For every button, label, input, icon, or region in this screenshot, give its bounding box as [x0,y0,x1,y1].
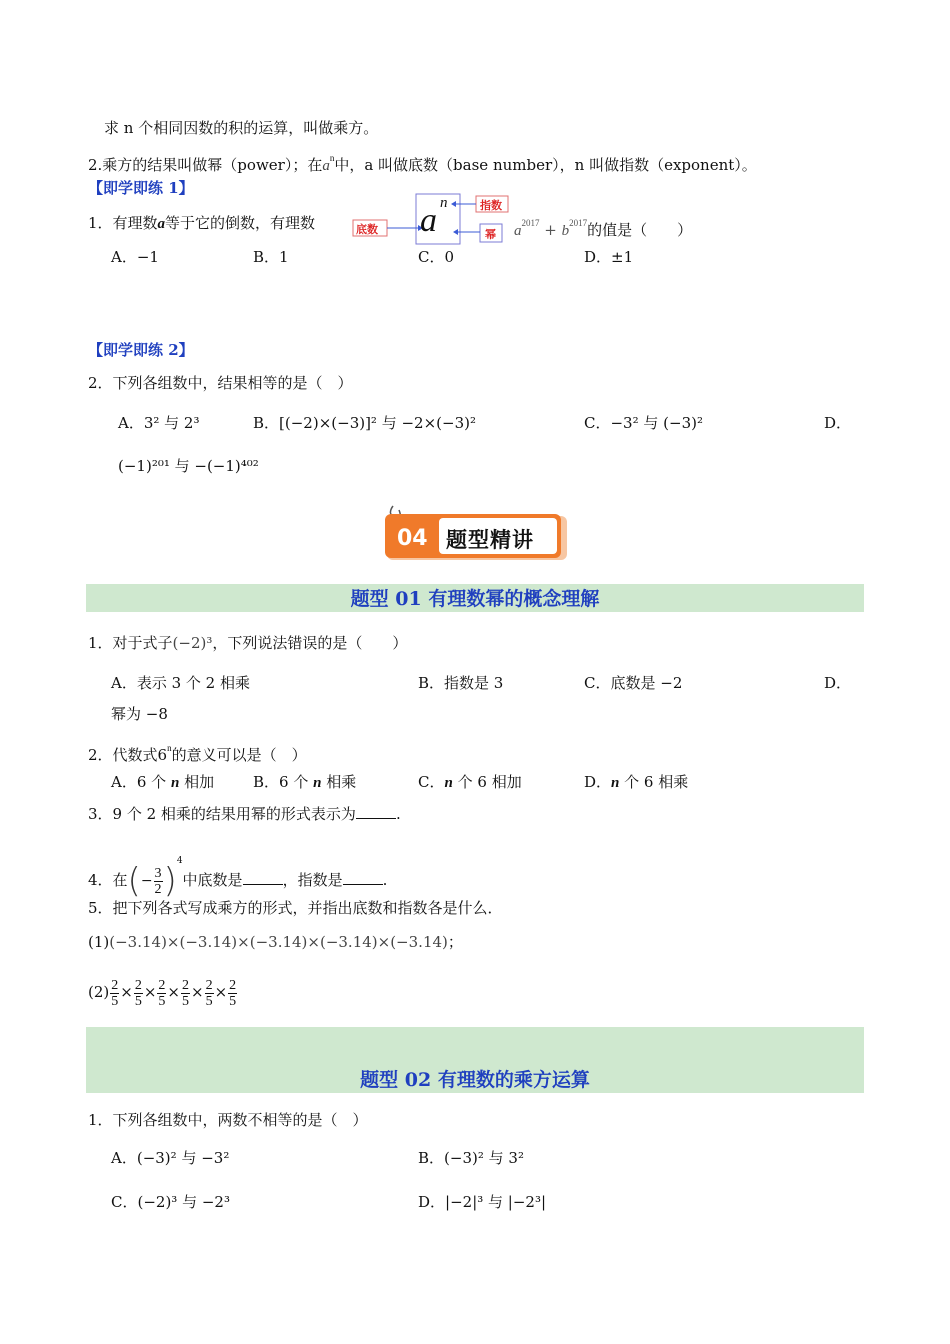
t1-q3 [88,804,401,824]
t1-q2-b-label: B．6 个 [253,773,309,791]
p2-option-d-value[interactable]: (−1)²⁰¹ 与 −(−1)⁴⁰² [118,457,259,475]
t1-q4-base-blank[interactable] [243,870,283,885]
p2-option-c-value: −3² 与 (−3)² [610,414,703,432]
t1-q5-frac [205,978,214,1009]
p2-option-c-label: C． [584,414,611,432]
t1-q2-option-a[interactable] [111,772,214,793]
diagram-big-exp: n [440,195,448,211]
p2-option-b-value: [(−2)×(−3)]² 与 −2×(−3)² [279,414,476,432]
t1-q1 [88,633,407,653]
frac-num: 2 [158,977,166,993]
t1-q2 [88,738,307,765]
badge-number: 04 [397,526,428,551]
t1-q5-frac [157,978,166,1009]
frac-den: 5 [111,993,119,1009]
t1-q5-frac [228,978,237,1009]
p2-option-a[interactable] [118,413,200,433]
p1-option-a-value: −1 [136,248,159,266]
t1-q4-mid: 中底数是 [182,871,243,889]
p1-option-d-value: ±1 [611,248,634,266]
t1-q2-a-var: n [170,775,180,791]
times-sign: × [143,983,157,1001]
t2-q1: 1．下列各组数中，两数不相等的是（ ） [88,1111,368,1129]
t1-q2-d-label: D． [584,773,612,791]
diagram-big-base: a [420,202,437,239]
frac-num: 2 [181,977,189,993]
type-02-title: 题型 02 有理数的乘方运算 [360,1069,590,1091]
p2-option-a-value: 3² 与 2³ [143,414,200,432]
p1-option-c-value: 0 [444,248,455,266]
t1-q5-frac [110,978,119,1009]
p1-expr-exp2: 2017 [569,218,588,228]
p1-expr-exp1: 2017 [521,218,540,228]
practice-1-heading: 【即学即练 1】 [88,179,194,197]
intro-line-2 [88,148,757,176]
intro-power-base: a [322,158,330,174]
t1-q5-p2-label: (2) [88,983,110,1001]
t1-q5-p1-end: ； [447,933,463,951]
t1-q1-option-b[interactable]: B．指数是 3 [418,674,504,692]
t1-q4-prefix: 4．在 [88,871,128,889]
t1-q2-option-d[interactable] [584,772,688,793]
t1-q1-option-d[interactable]: D． [824,674,852,692]
p2-option-b[interactable] [253,413,476,433]
t1-q5: 5．把下列各式写成乘方的形式，并指出底数和指数各是什么． [88,899,503,917]
t1-q4-paren-right: ) [163,861,177,901]
diagram-base-label: 底数 [356,223,378,236]
t1-q2-expr-base: 6 [157,746,168,764]
p1-option-d[interactable] [584,247,633,267]
t2-q1-b-label: B． [418,1149,445,1167]
p1-option-b-value: 1 [279,248,289,266]
p1-expr-b: b [561,223,570,239]
p1-option-d-label: D． [584,248,612,266]
t1-q2-a-tail: 相加 [184,773,215,791]
p1-option-b-label: B． [253,248,280,266]
t1-q2-c-label: C． [418,773,445,791]
t1-q4-exp-blank[interactable] [343,870,383,885]
t1-q2-option-c[interactable] [418,772,522,793]
t1-q2-c-tail: 个 6 相加 [457,773,522,791]
p2-option-b-label: B． [253,414,280,432]
t1-q2-b-tail: 相乘 [326,773,357,791]
t1-q4 [88,838,388,901]
t2-q1-c-value: (−2)³ 与 −2³ [137,1193,230,1211]
t1-q1-prefix: 1．对于式子 [88,634,173,652]
frac-den: 5 [158,993,166,1009]
practice-1-question-start [88,213,315,234]
p1-expr-a: a [514,223,522,239]
badge-title: 题型精讲 [446,528,534,552]
power-diagram [352,192,512,248]
times-sign: × [190,983,204,1001]
intro-line-2-suffix: 中，a 叫做底数（base number），n 叫做指数（exponent）。 [334,156,757,174]
type-01-title: 题型 01 有理数幂的概念理解 [350,588,600,610]
arrow-power-head [453,229,458,235]
t1-q2-expr-exp: n [167,743,172,753]
t1-q2-a-label: A．6 个 [111,773,167,791]
t1-q1-expr: (−2)³ [172,634,213,652]
t2-q1-option-c[interactable] [111,1192,230,1212]
arrow-exp-head [451,201,456,207]
p1-q-prefix: 1．有理数 [88,214,158,232]
p1-q-mid: 等于它的倒数，有理数 [165,214,316,232]
p2-option-c[interactable] [584,413,703,433]
practice-2-heading: 【即学即练 2】 [88,341,194,359]
t1-q5-part-2 [88,970,238,1014]
frac-den: 5 [205,993,213,1009]
t1-q2-prefix: 2．代数式 [88,746,158,764]
t1-q2-b-var: n [313,775,322,791]
t1-q3-answer-blank[interactable] [356,804,396,819]
t1-q5-p1-expr: (−3.14)×(−3.14)×(−3.14)×(−3.14)×(−3.14) [109,933,448,951]
t2-q1-option-d[interactable] [418,1192,546,1212]
t1-q4-end: . [382,871,388,889]
t1-q1-option-a[interactable]: A．表示 3 个 2 相乘 [111,674,250,692]
diagram-exp-label: 指数 [480,199,502,212]
diagram-power-label: 幂 [485,228,496,241]
frac-num: 2 [205,977,213,993]
frac-num: 2 [229,977,237,993]
t1-q2-d-var: n [611,775,620,791]
p1-option-b[interactable] [253,247,289,267]
t1-q2-d-tail: 个 6 相乘 [624,773,689,791]
practice-2-question: 2．下列各组数中，结果相等的是（ ） [88,374,353,392]
t1-q2-c-var: n [444,775,453,791]
t2-q1-b-value: (−3)² 与 3² [444,1149,524,1167]
times-sign: × [167,983,180,1001]
p1-option-c-label: C． [418,248,445,266]
p1-expr-plus: + [539,221,562,239]
t2-q1-d-value: |−2|³ 与 |−2³| [445,1193,547,1211]
t1-q1-suffix: ，下列说法错误的是（ ） [212,634,408,652]
t1-q1-option-d-cont[interactable]: 幂为 −8 [111,705,168,723]
frac-den: 5 [181,993,189,1009]
t1-q4-sign: − [140,873,153,889]
t1-q4-paren-left: ( [127,861,141,901]
times-sign: × [214,983,228,1001]
t1-q4-exp: 4 [176,856,183,866]
times-sign: × [120,983,133,1001]
section-badge [383,500,569,564]
p2-option-d-label[interactable]: D． [824,414,852,432]
t1-q5-frac [134,978,143,1009]
t1-q2-option-b[interactable] [253,772,356,793]
t1-q4-num: 3 [154,865,162,881]
p1-q-var: a [157,216,166,232]
frac-num: 2 [111,977,119,993]
t2-q1-option-b[interactable] [418,1148,524,1168]
intro-line-1: 求 n 个相同因数的积的运算，叫做乘方。 [104,119,379,137]
t1-q5-frac [181,978,190,1009]
t2-q1-a-value: (−3)² 与 −3² [136,1149,230,1167]
t1-q1-option-c[interactable]: C．底数是 −2 [584,674,683,692]
t2-q1-option-a[interactable] [111,1148,229,1168]
t2-q1-a-label: A． [111,1149,137,1167]
t1-q3-end: . [395,805,401,823]
t1-q4-mid2: ，指数是 [282,871,343,889]
p1-option-a-label: A． [111,248,137,266]
t2-q1-c-label: C． [111,1193,138,1211]
p1-option-c[interactable] [418,247,454,267]
t1-q2-suffix: 的意义可以是（ ） [171,746,307,764]
frac-num: 2 [134,977,142,993]
t2-q1-d-label: D． [418,1193,446,1211]
t1-q3-text: 3．9 个 2 相乘的结果用幂的形式表示为 [88,805,356,823]
p1-q-suffix: 的值是（ ） [587,221,693,239]
p2-option-a-label: A． [118,414,144,432]
p1-option-a[interactable] [111,247,159,267]
intro-power-exp: n [329,153,335,163]
intro-line-2-prefix: 2.乘方的结果叫做幂（power）；在 [88,156,323,174]
t1-q4-fraction [154,866,163,897]
practice-1-question-end [514,213,692,241]
frac-den: 5 [229,993,237,1009]
t1-q5-part-1 [88,932,463,952]
t1-q5-p1-label: (1) [88,933,110,951]
t1-q4-den: 2 [154,881,162,897]
frac-den: 5 [134,993,142,1009]
